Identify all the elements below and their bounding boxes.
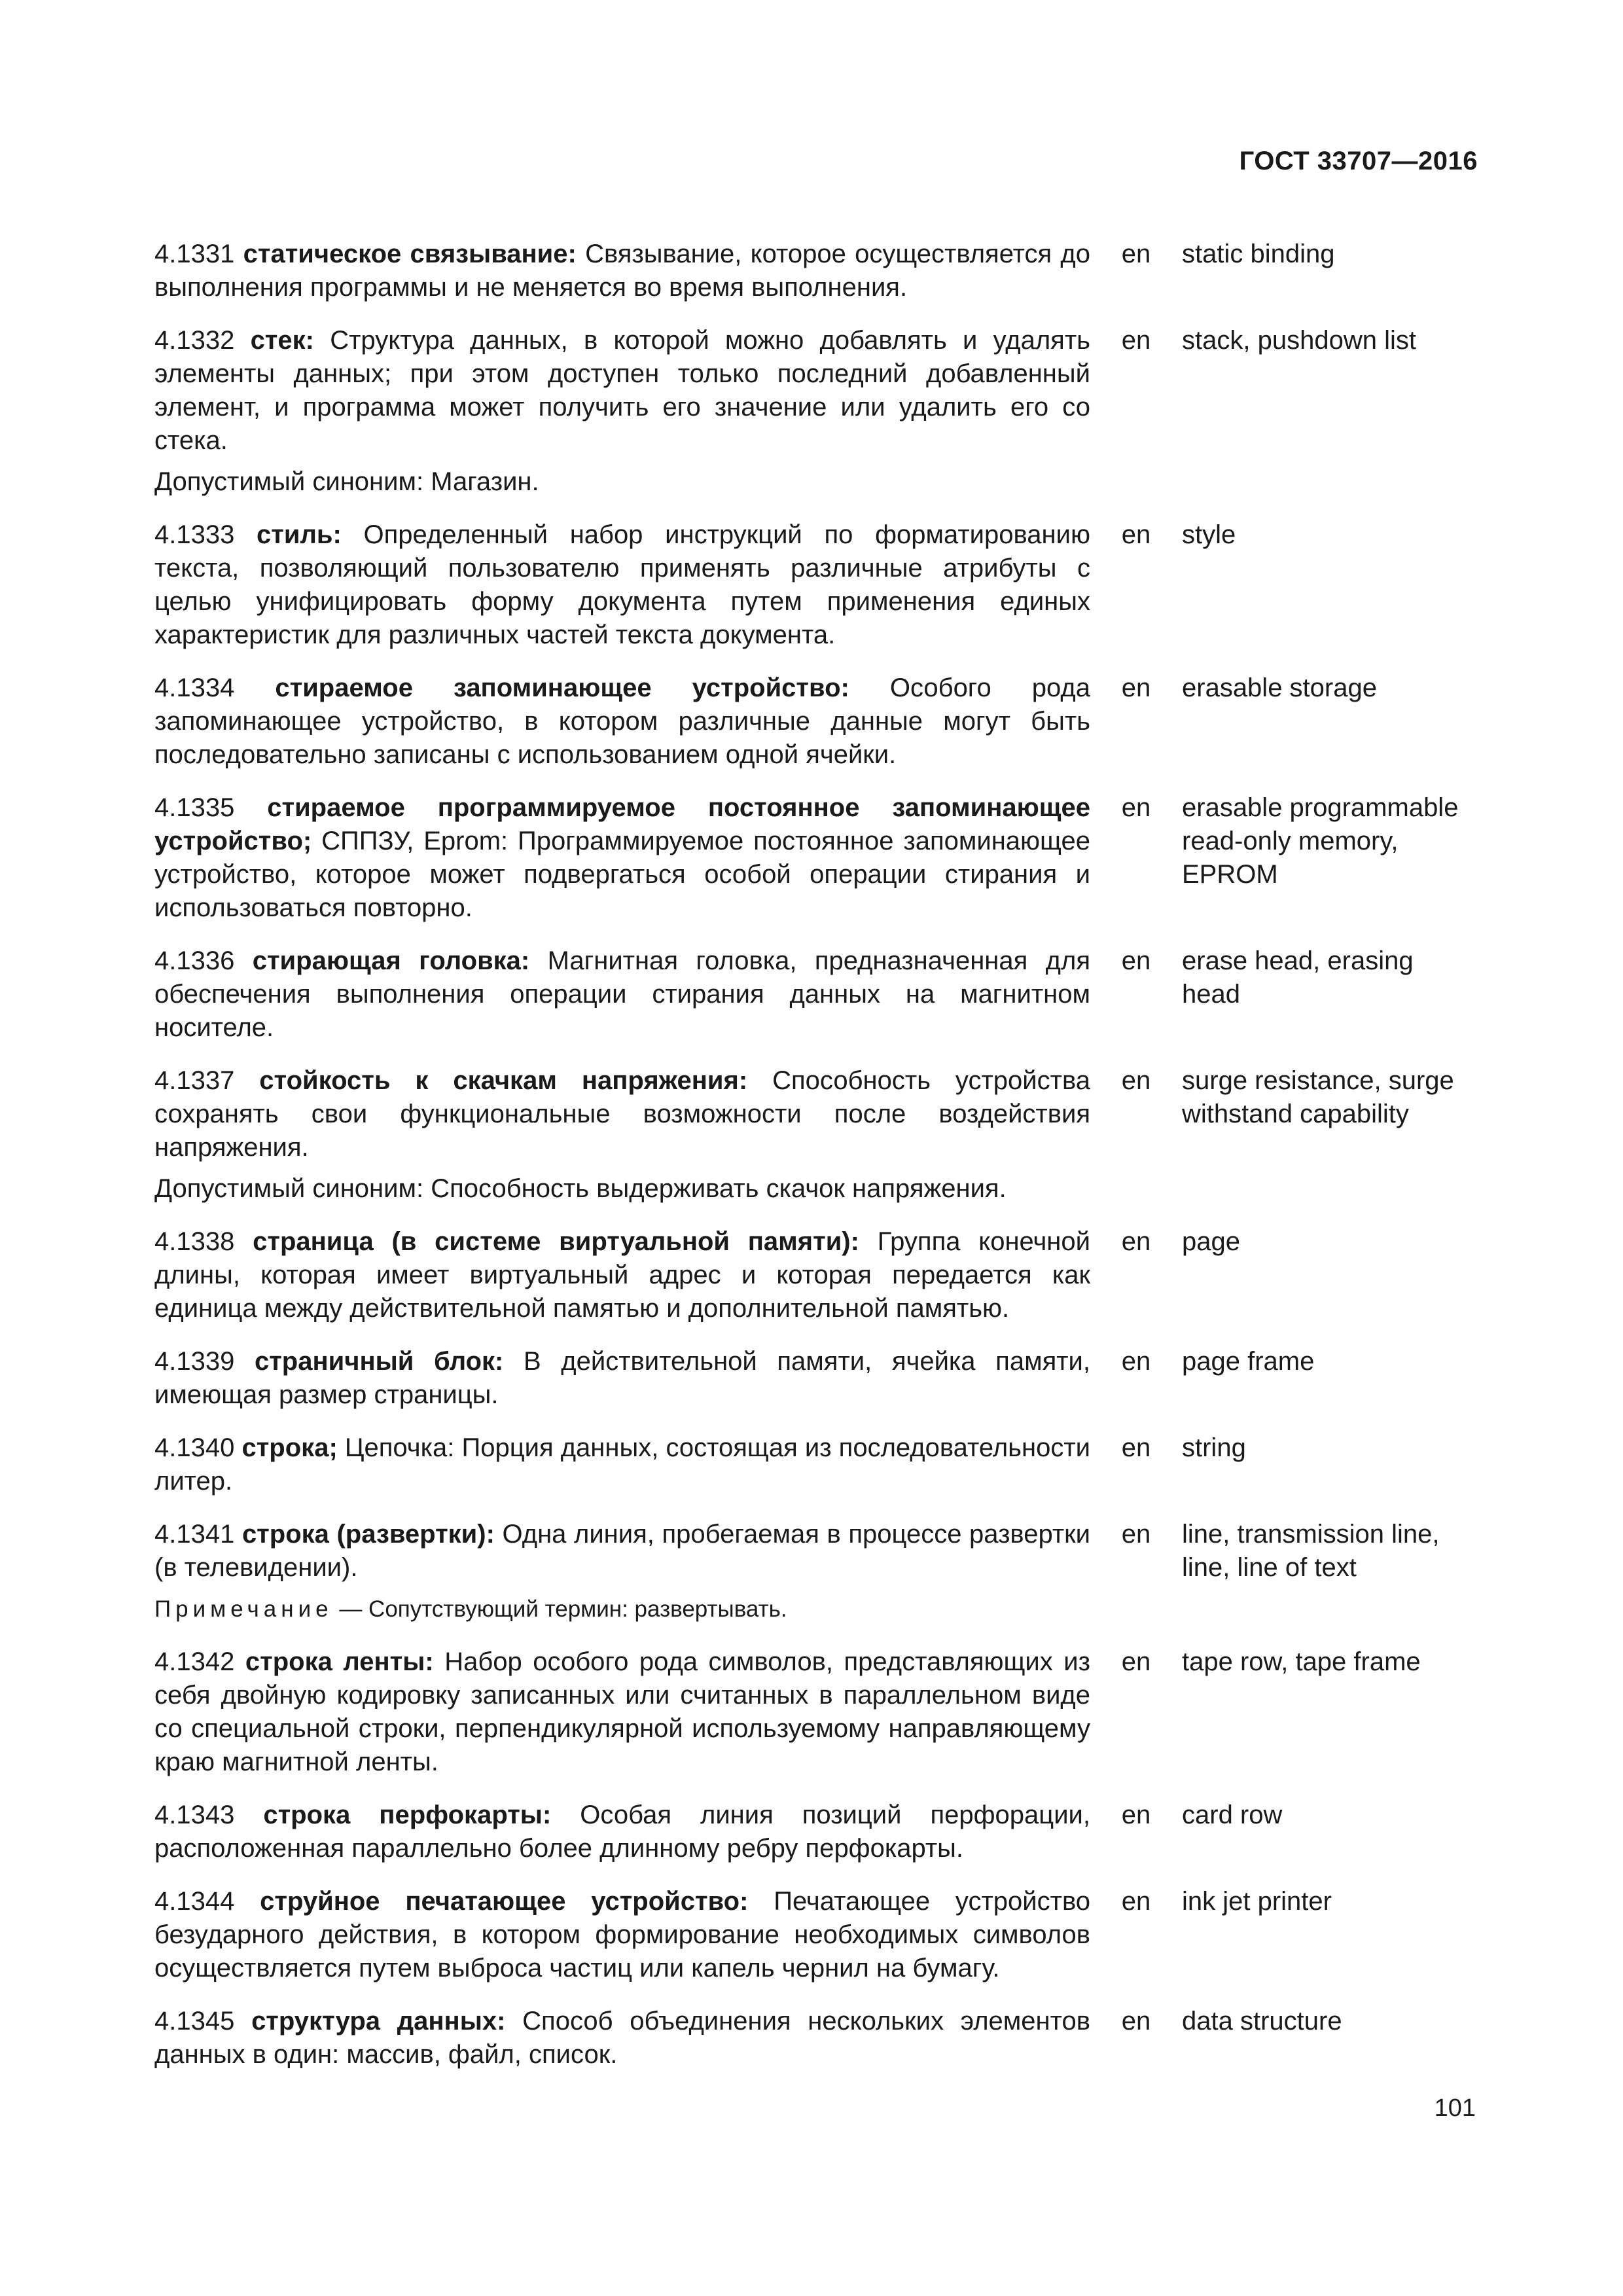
term-definition xyxy=(154,944,1090,1045)
term-definition xyxy=(154,238,1090,304)
english-equivalent: erasable programmable read-only memory, EPROM xyxy=(1182,793,1459,889)
language-code: en xyxy=(1121,1520,1151,1549)
term-definition xyxy=(154,324,1090,457)
term-name: стираемое программируемое постоянное запоминающее устройство; xyxy=(154,793,1090,855)
language-code: en xyxy=(1121,946,1151,975)
term-name: страничный блок: xyxy=(254,1347,504,1376)
term-definition xyxy=(154,1431,1090,1498)
term-entry xyxy=(154,1885,1478,1985)
definition-text: Способность устройства сохранять свои функциональные возможности после воздействия напряжения. xyxy=(154,1066,1090,1162)
term-number: 4.1341 xyxy=(154,1520,235,1549)
term-entry xyxy=(154,1064,1478,1206)
language-code: en xyxy=(1121,1066,1151,1095)
term-number: 4.1345 xyxy=(154,2007,235,2036)
term-number: 4.1334 xyxy=(154,673,235,702)
term-definition xyxy=(154,791,1090,925)
term-definition-column xyxy=(154,791,1090,925)
definition-text: СППЗУ, Eprom: Программируемое постоянное запоминающее устройство, которое может подвергаться особой операции стирания и использоваться повторно. xyxy=(154,827,1090,922)
term-entry xyxy=(154,2005,1478,2072)
term-definition-column xyxy=(154,1431,1090,1498)
english-equivalent: tape row, tape frame xyxy=(1182,1647,1421,1676)
term-entry xyxy=(154,1799,1478,1865)
language-code: en xyxy=(1121,673,1151,702)
term-definition xyxy=(154,518,1090,652)
term-definition xyxy=(154,1225,1090,1325)
term-number: 4.1340 xyxy=(154,1433,235,1462)
definition-text: Определенный набор инструкций по форматированию текста, позволяющий пользователю применять различные атрибуты с целью унифицировать форму документа путем применения единых характеристик для различных частей текста документа. xyxy=(154,520,1090,649)
term-definition-column xyxy=(154,1645,1090,1779)
term-name: структура данных: xyxy=(251,2007,506,2036)
term-number: 4.1342 xyxy=(154,1647,235,1676)
term-name: стек: xyxy=(250,326,314,355)
term-number: 4.1333 xyxy=(154,520,235,549)
term-name: стирающая головка: xyxy=(252,946,530,975)
term-number: 4.1332 xyxy=(154,326,235,355)
term-definition xyxy=(154,2005,1090,2072)
language-code: en xyxy=(1121,326,1151,355)
definition-text: Особая линия позиций перфорации, расположенная параллельно более длинному ребру перфокарты. xyxy=(154,1801,1090,1863)
term-definition xyxy=(154,1064,1090,1164)
term-name: стиль: xyxy=(257,520,342,549)
term-number: 4.1336 xyxy=(154,946,235,975)
term-name: строка ленты: xyxy=(245,1647,434,1676)
english-equivalent: erase head, erasing head xyxy=(1182,946,1414,1009)
term-entry xyxy=(154,1431,1478,1498)
language-code: en xyxy=(1121,2007,1151,2036)
term-definition xyxy=(154,672,1090,772)
term-synonym: Цепочка xyxy=(337,1433,448,1462)
term-definition xyxy=(154,1518,1090,1585)
definition-text: Структура данных, в которой можно добавлять и удалять элементы данных; при этом доступен только последний добавленный элемент, и программа может получить его значение или удалить его со стека. xyxy=(154,326,1090,455)
term-entry xyxy=(154,324,1478,499)
language-code: en xyxy=(1121,1433,1151,1462)
term-definition xyxy=(154,1345,1090,1412)
page-number: 101 xyxy=(1434,2094,1476,2122)
document-header: ГОСТ 33707—2016 xyxy=(1239,147,1478,175)
english-equivalent: page frame xyxy=(1182,1347,1315,1376)
term-name: строка (развертки): xyxy=(241,1520,495,1549)
term-entry xyxy=(154,1518,1478,1626)
term-definition-column xyxy=(154,1799,1090,1865)
term-definition-column xyxy=(154,1518,1090,1626)
definition-text: Особого рода запоминающее устройство, в котором различные данные могут быть последовательно записаны с использованием одной ячейки. xyxy=(154,673,1090,769)
definition-text: Магнитная головка, предназначенная для обеспечения выполнения операции стирания данных на магнитном носителе. xyxy=(154,946,1090,1042)
english-equivalent: page xyxy=(1182,1227,1240,1256)
definition-text: Способ объединения нескольких элементов данных в один: массив, файл, список. xyxy=(154,2007,1090,2069)
terms-list xyxy=(154,238,1478,2091)
term-name: статическое связывание: xyxy=(243,240,577,268)
definition-text: Связывание, которое осуществляется до выполнения программы и не меняется во время выполнения. xyxy=(154,240,1091,302)
term-definition xyxy=(154,1885,1090,1985)
term-entry xyxy=(154,518,1478,652)
term-definition-column xyxy=(154,1225,1090,1325)
term-number: 4.1337 xyxy=(154,1066,235,1095)
english-equivalent: data structure xyxy=(1182,2007,1342,2036)
term-entry xyxy=(154,1225,1478,1325)
term-number: 4.1331 xyxy=(154,240,235,268)
term-synonym-line: Допустимый синоним: Магазин. xyxy=(154,467,539,496)
term-definition-column xyxy=(154,1064,1090,1206)
term-number: 4.1335 xyxy=(154,793,235,822)
term-definition-column xyxy=(154,2005,1090,2072)
term-name: страница (в системе виртуальной памяти): xyxy=(253,1227,859,1256)
english-equivalent: static binding xyxy=(1182,240,1335,268)
term-definition-column xyxy=(154,672,1090,772)
term-name: строка; xyxy=(241,1433,338,1462)
term-number: 4.1339 xyxy=(154,1347,235,1376)
term-entry xyxy=(154,791,1478,925)
term-note xyxy=(154,1592,1090,1626)
note-label: Примечание xyxy=(154,1596,333,1622)
term-definition-column xyxy=(154,238,1090,304)
note-text: — Сопутствующий термин: развертывать. xyxy=(332,1596,787,1622)
definition-text: : Порция данных, состоящая из последовательности литер. xyxy=(154,1433,1090,1496)
definition-text: Печатающее устройство безударного действия, в котором формирование необходимых символов осуществляется путем выброса частиц или капель чернил на бумагу. xyxy=(154,1887,1090,1982)
language-code: en xyxy=(1121,1887,1151,1916)
term-name: стираемое запоминающее устройство: xyxy=(275,673,849,702)
term-definition-column xyxy=(154,1345,1090,1412)
english-equivalent: string xyxy=(1182,1433,1246,1462)
language-code: en xyxy=(1121,240,1151,268)
term-definition-column xyxy=(154,944,1090,1045)
definition-text: Набор особого рода символов, представляющих из себя двойную кодировку записанных или считанных в параллельном виде со специальной строки, перпендикулярной используемому направляющему краю магнитной ленты. xyxy=(154,1647,1090,1776)
term-number: 4.1344 xyxy=(154,1887,235,1916)
english-equivalent: stack, pushdown list xyxy=(1182,326,1416,355)
term-definition xyxy=(154,1799,1090,1865)
term-name: строка перфокарты: xyxy=(263,1801,552,1829)
language-code: en xyxy=(1121,1801,1151,1829)
term-definition-column xyxy=(154,518,1090,652)
english-equivalent: ink jet printer xyxy=(1182,1887,1332,1916)
english-equivalent: surge resistance, surge withstand capability xyxy=(1182,1066,1454,1128)
term-definition-column xyxy=(154,324,1090,499)
definition-text: Группа конечной длины, которая имеет виртуальный адрес и которая передается как единица между действительной памятью и дополнительной памятью. xyxy=(154,1227,1090,1323)
language-code: en xyxy=(1121,1647,1151,1676)
term-entry xyxy=(154,1645,1478,1779)
term-entry xyxy=(154,1345,1478,1412)
definition-text: В действительной памяти, ячейка памяти, имеющая размер страницы. xyxy=(154,1347,1090,1409)
term-name: струйное печатающее устройство: xyxy=(260,1887,749,1916)
term-number: 4.1338 xyxy=(154,1227,235,1256)
language-code: en xyxy=(1121,520,1151,549)
term-synonym-line: Допустимый синоним: Способность выдерживать скачок напряжения. xyxy=(154,1174,1007,1203)
term-number: 4.1343 xyxy=(154,1801,235,1829)
term-name: стойкость к скачкам напряжения: xyxy=(259,1066,748,1095)
language-code: en xyxy=(1121,1347,1151,1376)
term-definition-column xyxy=(154,1885,1090,1985)
english-equivalent: card row xyxy=(1182,1801,1283,1829)
definition-text: Одна линия, пробегаемая в процессе развертки (в телевидении). xyxy=(154,1520,1090,1582)
term-entry xyxy=(154,944,1478,1045)
language-code: en xyxy=(1121,793,1151,822)
term-entry xyxy=(154,238,1478,304)
language-code: en xyxy=(1121,1227,1151,1256)
term-definition xyxy=(154,1645,1090,1779)
english-equivalent: erasable storage xyxy=(1182,673,1377,702)
term-entry xyxy=(154,672,1478,772)
english-equivalent: style xyxy=(1182,520,1236,549)
english-equivalent: line, transmission line, line, line of text xyxy=(1182,1520,1440,1582)
